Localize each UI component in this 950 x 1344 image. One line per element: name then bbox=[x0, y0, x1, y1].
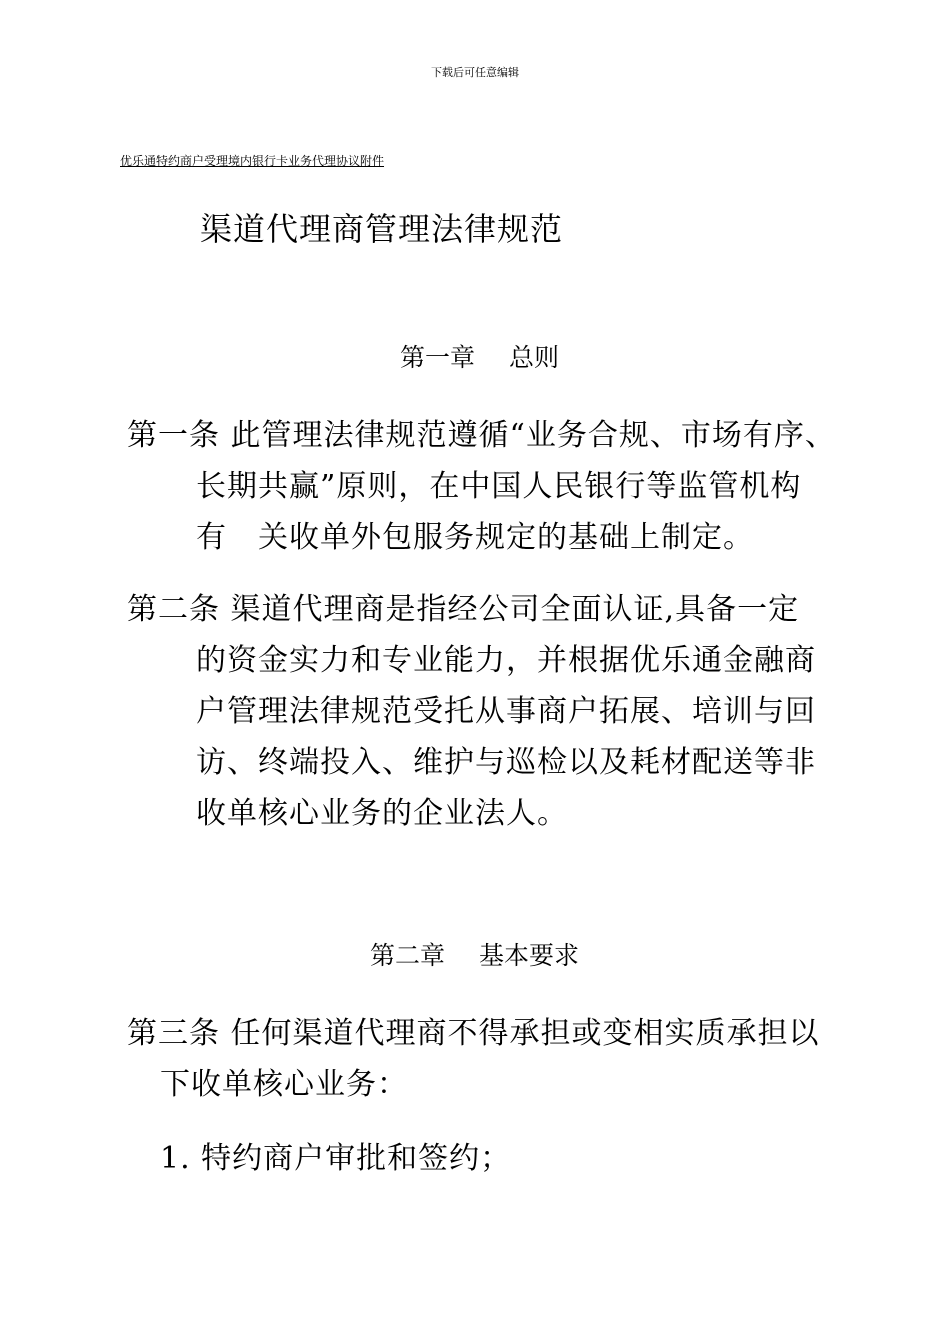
article-3-line: 下收单核心业务： bbox=[160, 1067, 408, 1102]
article-2-line: 的资金实力和专业能力，并根据优乐通金融商 bbox=[196, 643, 816, 678]
chapter-1-number: 第一章 bbox=[400, 343, 476, 372]
list-item: 1. 特约商户审批和签约； bbox=[160, 1141, 512, 1176]
chapter-2-title: 基本要求 bbox=[479, 941, 580, 970]
article-1-line bbox=[196, 512, 754, 556]
article-2-line: 收单核心业务的企业法人。 bbox=[196, 796, 568, 831]
chapter-1-heading bbox=[400, 338, 559, 374]
article-1-line: 第一条 此管理法律规范遵循“业务合规、市场有序、 bbox=[127, 418, 836, 453]
article-1-line: 长期共赢”原则，在中国人民银行等监管机构 bbox=[196, 469, 802, 504]
article-2-line: 第二条 渠道代理商是指经公司全面认证,具备一定 bbox=[127, 592, 800, 627]
header-note: 下载后可任意编辑 bbox=[431, 66, 519, 79]
chapter-2-heading bbox=[370, 936, 579, 972]
chapter-1-title: 总则 bbox=[509, 343, 560, 372]
article-3-line: 第三条 任何渠道代理商不得承担或变相实质承担以 bbox=[127, 1016, 820, 1051]
article-2-line: 户管理法律规范受托从事商户拓展、培训与回 bbox=[196, 694, 816, 729]
chapter-2-number: 第二章 bbox=[370, 941, 446, 970]
document-title: 渠道代理商管理法律规范 bbox=[200, 210, 564, 248]
article-1-line-part: 有 bbox=[196, 520, 227, 555]
attachment-line: 优乐通特约商户受理境内银行卡业务代理协议附件 bbox=[120, 154, 385, 168]
article-2-line: 访、终端投入、维护与巡检以及耗材配送等非 bbox=[196, 745, 816, 780]
article-1-line-part: 关收单外包服务规定的基础上制定。 bbox=[258, 520, 754, 555]
